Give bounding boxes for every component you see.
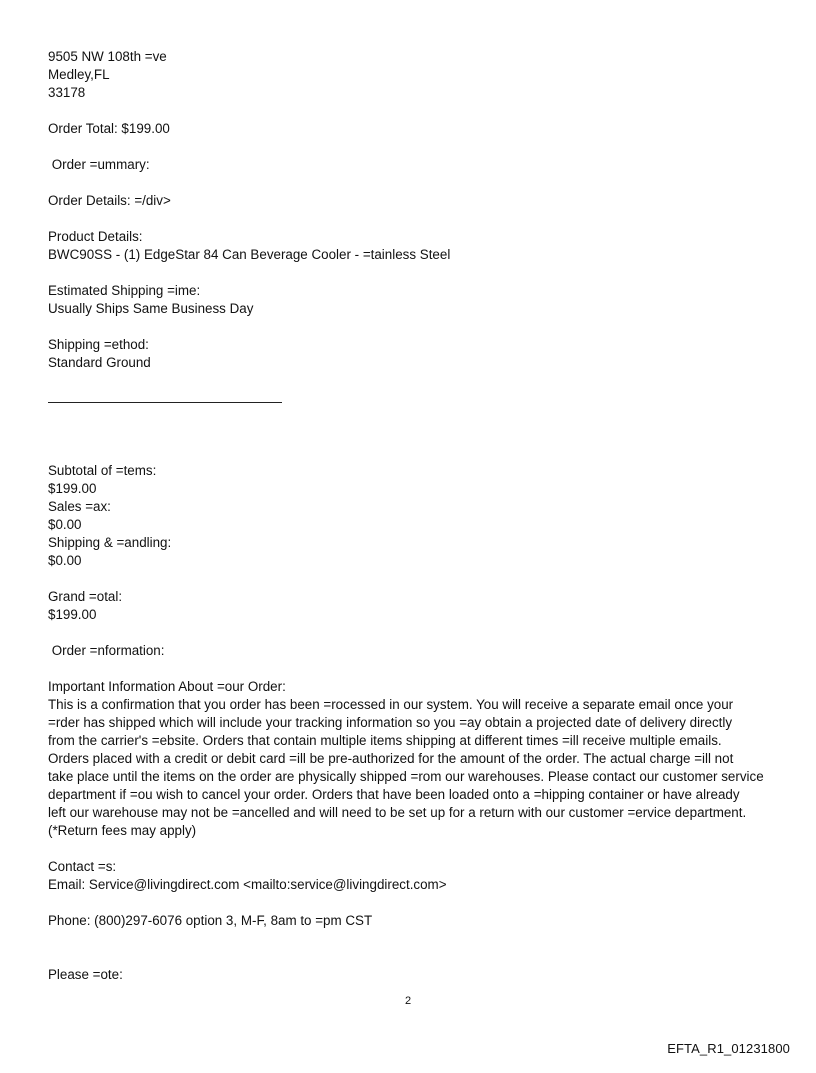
subtotal-label: Subtotal of =tems:	[48, 463, 157, 478]
grand-total-label: Grand =otal:	[48, 589, 123, 604]
shipping-handling-value: $0.00	[48, 553, 82, 568]
please-note-heading: Please =ote:	[48, 967, 123, 982]
shipping-handling-label: Shipping & =andling:	[48, 535, 172, 550]
important-info-line: from the carrier's =ebsite. Orders that contain multiple items shipping at different times =ill receive multiple emails.	[48, 733, 722, 748]
order-total: Order Total: $199.00	[48, 121, 170, 136]
shipping-time-label: Estimated Shipping =ime:	[48, 283, 201, 298]
important-info-line: left our warehouse may not be =ancelled and will need to be set up for a return with our customer =ervice department.	[48, 805, 747, 820]
address-line-2: Medley,FL	[48, 67, 110, 82]
important-info-line: This is a confirmation that you order has been =rocessed in our system. You will receive a separate email once your	[48, 697, 734, 712]
email-body	[48, 48, 778, 984]
important-info-line: =rder has shipped which will include your tracking information so you =ay obtain a projected date of delivery directly	[48, 715, 733, 730]
contact-email: Email: Service@livingdirect.com <mailto:service@livingdirect.com>	[48, 877, 447, 892]
sales-tax-value: $0.00	[48, 517, 82, 532]
product-details-value: BWC90SS - (1) EdgeStar 84 Can Beverage Cooler - =tainless Steel	[48, 247, 451, 262]
important-info-line: take place until the items on the order are physically shipped =rom our warehouses. Please contact our customer service	[48, 769, 764, 784]
order-information-heading: Order =nformation:	[48, 643, 165, 658]
order-details-heading: Order Details: =/div>	[48, 193, 171, 208]
shipping-time-value: Usually Ships Same Business Day	[48, 301, 254, 316]
page-number: 2	[404, 995, 412, 1007]
important-info-line: Orders placed with a credit or debit card =ill be pre-authorized for the amount of the order. The actual charge =ill not	[48, 751, 734, 766]
address-line-3: 33178	[48, 85, 86, 100]
grand-total-value: $199.00	[48, 607, 97, 622]
sales-tax-label: Sales =ax:	[48, 499, 111, 514]
order-summary-heading: Order =ummary:	[48, 157, 150, 172]
important-info-line: department if =ou wish to cancel your order. Orders that have been loaded onto a =hipping container or have already	[48, 787, 740, 802]
contact-heading: Contact =s:	[48, 859, 117, 874]
contact-phone: Phone: (800)297-6076 option 3, M-F, 8am to =pm CST	[48, 913, 373, 928]
product-details-label: Product Details:	[48, 229, 143, 244]
address-line-1: 9505 NW 108th =ve	[48, 49, 167, 64]
important-info-line: (*Return fees may apply)	[48, 823, 197, 838]
shipping-method-label: Shipping =ethod:	[48, 337, 149, 352]
shipping-method-value: Standard Ground	[48, 355, 151, 370]
subtotal-value: $199.00	[48, 481, 97, 496]
important-info-heading: Important Information About =our Order:	[48, 679, 286, 694]
document-id: EFTA_R1_01231800	[667, 1041, 790, 1056]
